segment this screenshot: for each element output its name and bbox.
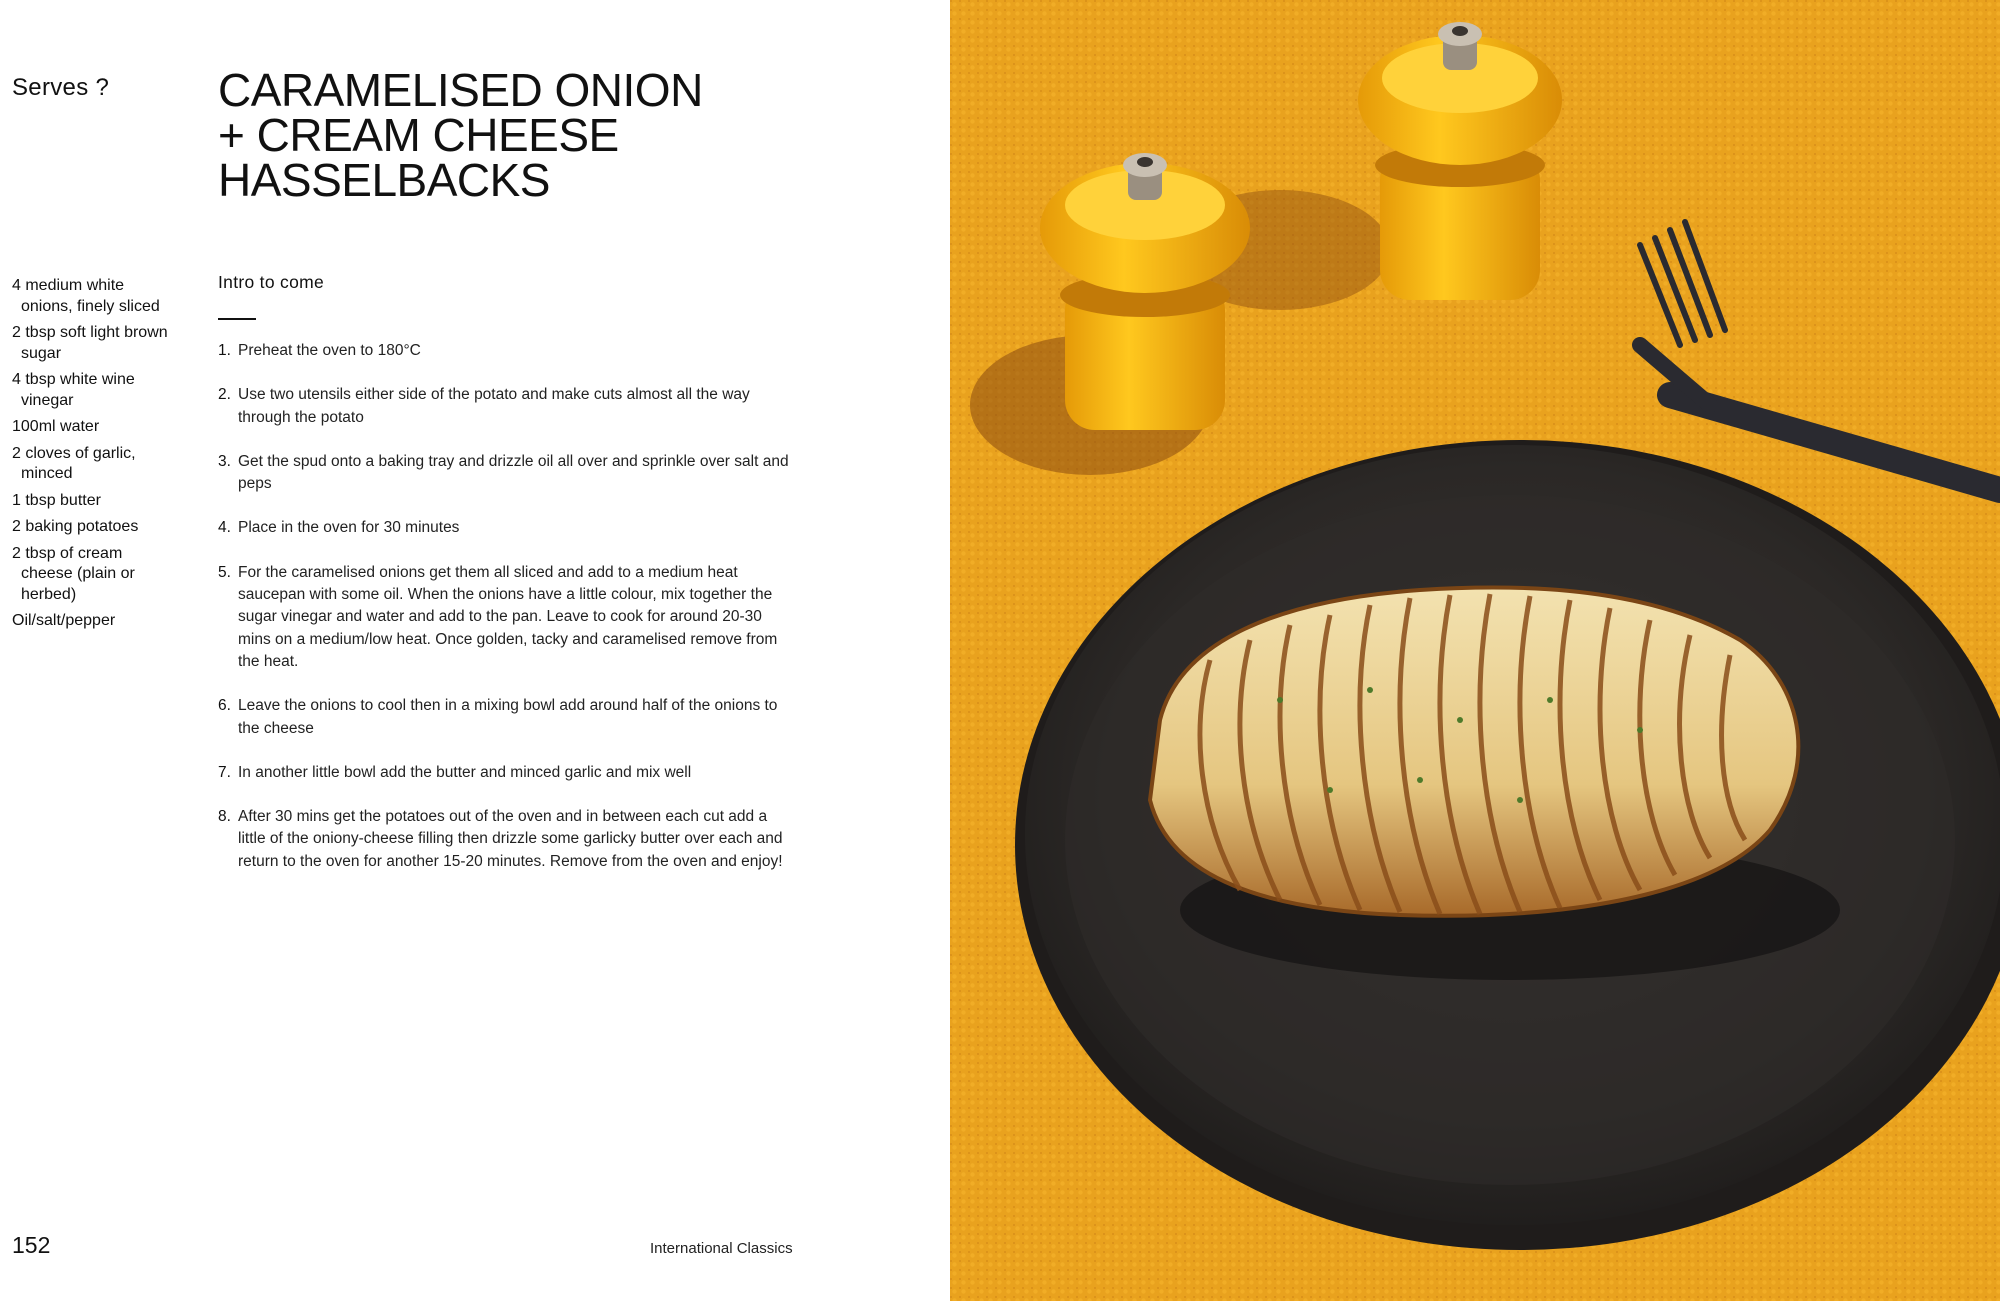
method-step [218, 762, 793, 784]
step-number: 3. [218, 452, 231, 470]
section-footer: International Classics [650, 1240, 793, 1257]
method-step [218, 384, 793, 429]
salt-grinder [1358, 22, 1562, 300]
step-text: For the caramelised onions get them all sliced and add to a medium heat saucepan with some oil. When the onions have a little colour, mix together the sugar vinegar and water and add to the pan. Leave to cook for around 20-30 mins on a medium/low heat. Once golden, tacky and caramelised remove from the heat. [238, 563, 778, 670]
divider [218, 318, 256, 320]
ingredient-item: 2 tbsp of cream cheese (plain or herbed) [12, 544, 135, 603]
pepper-grinder [1040, 153, 1250, 430]
method-step [218, 451, 793, 496]
ingredient-item: Oil/salt/pepper [12, 612, 116, 629]
ingredient-item: 100ml water [12, 418, 100, 435]
food-photo [950, 0, 2000, 1301]
step-text: Preheat the oven to 180°C [238, 342, 421, 359]
method-step [218, 806, 793, 873]
ingredient-item: 4 tbsp white wine vinegar [12, 371, 135, 409]
ingredient-item: 1 tbsp butter [12, 491, 101, 509]
recipe-intro: Intro to come [218, 272, 325, 292]
recipe-title [218, 64, 778, 206]
step-text: After 30 mins get the potatoes out of the oven and in between each cut add a little of the oniony-cheese filling then drizzle some garlicky butter over each and return to the oven for another 15-20 minutes. Remove from the oven and enjoy! [238, 808, 783, 870]
step-number: 8. [218, 808, 231, 826]
step-text: In another little bowl add the butter and minced garlic and mix well [238, 763, 692, 781]
step-text: Use two utensils either side of the potato and make cuts almost all the way through the potato [238, 386, 750, 426]
step-text: Place in the oven for 30 minutes [238, 519, 460, 537]
step-number: 2. [218, 386, 231, 404]
ingredient-item: 2 baking potatoes [12, 518, 139, 535]
title-line: CARAMELISED ONION [218, 64, 703, 116]
step-text: Get the spud onto a baking tray and drizzle oil all over and sprinkle over salt and peps [238, 452, 789, 493]
method-step [218, 695, 793, 740]
step-number: 7. [218, 763, 231, 781]
hasselback-potato [1150, 587, 1798, 915]
ingredient-item: 4 medium white onions, finely sliced [12, 277, 160, 315]
step-number: 5. [218, 563, 231, 581]
method-steps [218, 340, 793, 895]
ingredients-list [12, 276, 172, 638]
step-text: Leave the onions to cool then in a mixing bowl add around half of the onions to the cheese [238, 697, 778, 737]
title-line: + CREAM CHEESE [218, 109, 619, 161]
page-number: 152 [12, 1232, 51, 1258]
step-number: 6. [218, 697, 231, 715]
step-number: 1. [218, 342, 231, 359]
method-step [218, 562, 793, 673]
method-step [218, 517, 793, 539]
serves-label: Serves ? [12, 74, 110, 101]
title-line: HASSELBACKS [218, 154, 550, 206]
food-photo-illustration [950, 0, 2000, 1301]
step-number: 4. [218, 519, 231, 537]
recipe-page [0, 0, 950, 1301]
method-step [218, 340, 793, 362]
ingredient-item: 2 cloves of garlic, minced [12, 444, 136, 482]
ingredient-item: 2 tbsp soft light brown sugar [12, 324, 168, 362]
